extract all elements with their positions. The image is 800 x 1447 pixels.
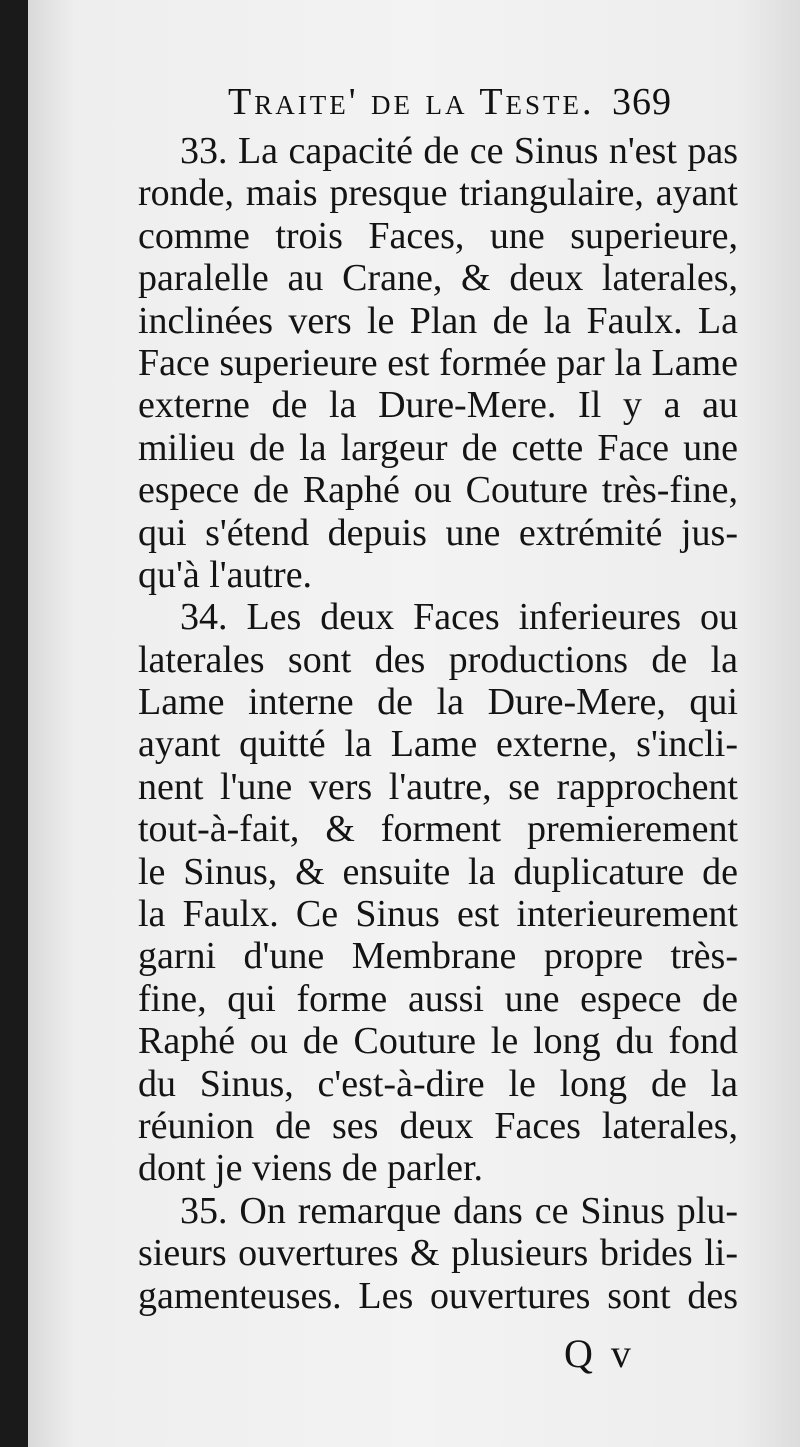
running-header — [228, 80, 728, 130]
running-title: Traite' de la Teste. — [228, 81, 595, 123]
book-page — [28, 0, 800, 1447]
text-line: nent l'une vers l'autre, se rapprochent — [138, 765, 738, 808]
text-line: réunion de ses deux Faces laterales, — [138, 1104, 738, 1147]
text-line: dont je viens de parler. — [138, 1147, 484, 1190]
signature-mark: Q v — [564, 1331, 635, 1376]
body-text — [138, 130, 738, 1317]
text-line: comme trois Faces, une superieure, — [138, 214, 738, 257]
text-line: tout-à-fait, & forment premierement — [138, 808, 738, 851]
text-line: gamenteuses. Les ouvertures sont des — [138, 1274, 738, 1317]
text-line: qui s'étend depuis une extrémité jus- — [138, 511, 738, 554]
text-line: externe de la Dure-Mere. Il y a au — [138, 384, 738, 427]
text-line: inclinées vers le Plan de la Faulx. La — [138, 299, 738, 342]
text-line: Raphé ou de Couture le long du fond — [138, 1020, 738, 1063]
text-line: sieurs ouvertures & plusieurs brides li- — [138, 1232, 738, 1275]
text-line: 34. Les deux Faces inferieures ou — [180, 596, 738, 639]
text-line: paralelle au Crane, & deux laterales, — [138, 257, 738, 300]
text-line: le Sinus, & ensuite la duplicature de — [138, 850, 738, 893]
text-line: Face superieure est formée par la Lame — [138, 341, 738, 384]
page-number: 369 — [612, 81, 672, 123]
text-line: laterales sont des productions de la — [138, 638, 738, 681]
text-line: la Faulx. Ce Sinus est interieurement — [138, 893, 738, 936]
text-line: du Sinus, c'est-à-dire le long de la — [138, 1062, 738, 1105]
text-line: 35. On remarque dans ce Sinus plu- — [180, 1189, 738, 1232]
text-line: Lame interne de la Dure-Mere, qui — [138, 681, 738, 724]
text-line: qu'à l'autre. — [138, 553, 313, 596]
text-line: garni d'une Membrane propre très- — [138, 935, 738, 978]
text-line: 33. La capacité de ce Sinus n'est pas — [180, 130, 738, 172]
text-line: fine, qui forme aussi une espece de — [138, 977, 738, 1020]
text-line: ronde, mais presque triangulaire, ayant — [138, 172, 738, 215]
text-line: ayant quitté la Lame externe, s'incli- — [138, 723, 738, 766]
text-line: milieu de la largeur de cette Face une — [138, 426, 738, 469]
text-line: espece de Raphé ou Couture très-fine, — [138, 469, 738, 512]
